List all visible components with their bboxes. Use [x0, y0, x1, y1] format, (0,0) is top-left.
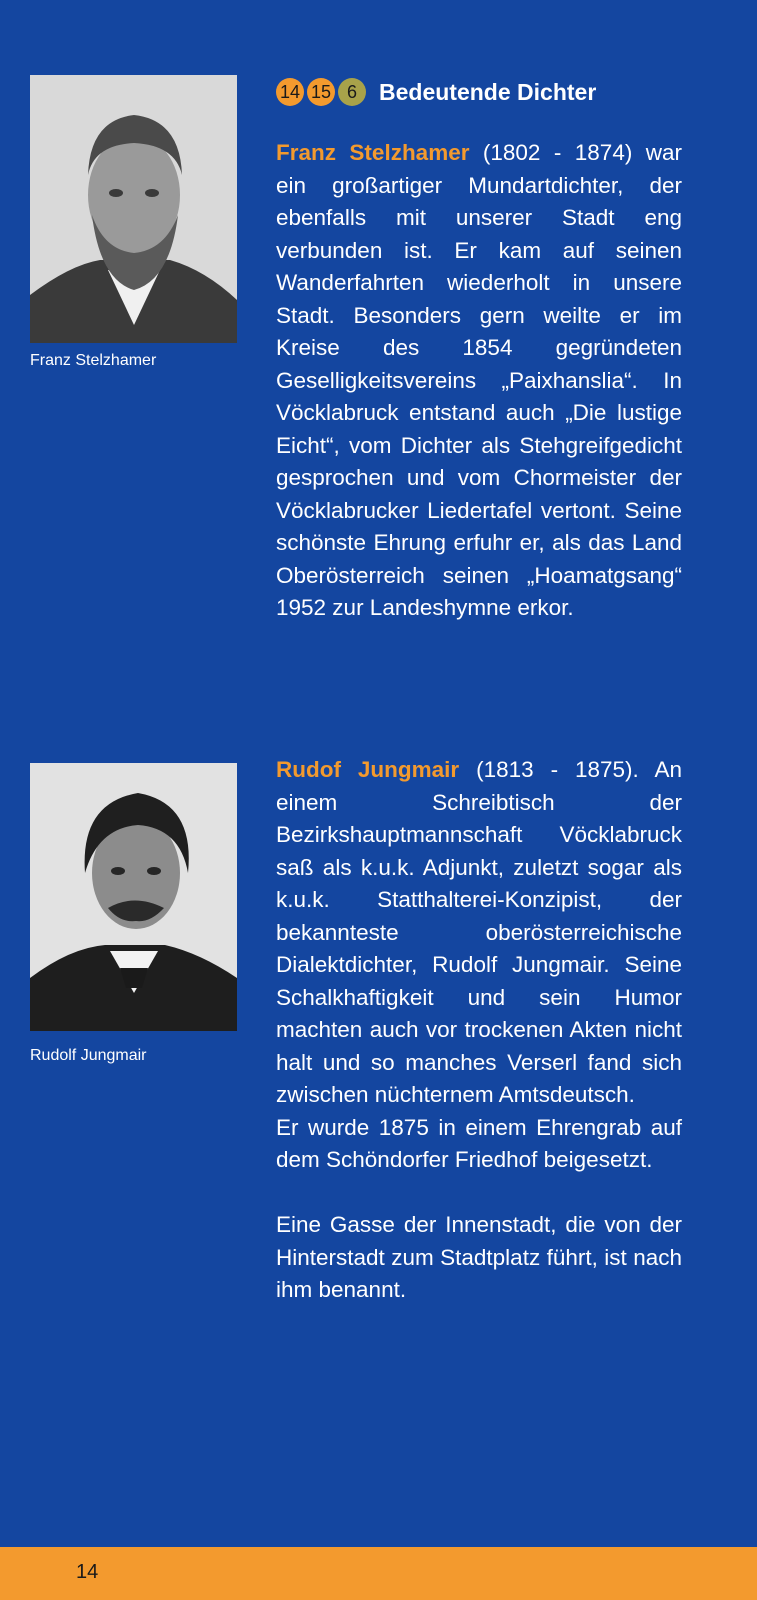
- caption-stelzhamer: Franz Stelzhamer: [30, 352, 157, 369]
- footer-bar: [0, 1547, 757, 1600]
- section-heading: [276, 78, 596, 106]
- jungmair-text: [276, 754, 682, 1307]
- badge-14: 14: [276, 78, 304, 106]
- section-title: Bedeutende Dichter: [379, 78, 597, 105]
- caption-jungmair: Rudolf Jungmair: [30, 1047, 147, 1064]
- page-number: 14: [76, 1561, 99, 1583]
- jungmair-name: Rudof Jungmair: [276, 757, 460, 782]
- jungmair-body: (1813 - 1875). An einem Schreibtisch der Bezirkshauptmannschaft Vöcklabruck saß als k.u.k. Adjunkt, zuletzt sogar als k.u.k. Statthalterei-Konzipist, der bekannteste oberösterreichische Dialektdichter, Rudolf Jungmair. Seine Schalkhaftigkeit und sein Humor machten auch vor trockenen Akten nicht halt und so manches Verserl fand sich zwischen nüchternem Amtsdeutsch.: [276, 757, 682, 1107]
- stelzhamer-text: [276, 137, 682, 625]
- portrait-stelzhamer: [30, 75, 237, 343]
- badge-6: 6: [338, 78, 366, 106]
- badge-15: 15: [307, 78, 335, 106]
- portrait-jungmair: [30, 763, 237, 1031]
- jungmair-paragraph-2: Er wurde 1875 in einem Ehrengrab auf dem Schöndorfer Friedhof beigesetzt.: [276, 1114, 682, 1172]
- stelzhamer-name: Franz Stelzhamer: [276, 140, 470, 165]
- jungmair-paragraph-3: Eine Gasse der Innenstadt, die von der Hinterstadt zum Stadtplatz führt, ist nach ihm benannt.: [276, 1212, 682, 1302]
- stelzhamer-body: (1802 - 1874) war ein großartiger Mundartdichter, der ebenfalls mit unserer Stadt eng verbunden ist. Er kam auf seinen Wanderfahrten wiederholt in unsere Stadt. Besonders gern weilte er im Kreise des 1854 gegründeten Geselligkeitsvereins „Paixhanslia“. In Vöcklabruck entstand auch „Die lustige Eicht“, vom Dichter als Stehgreifgedicht gesprochen und vom Chormeister der Vöcklabrucker Liedertafel vertont. Seine schönste Ehrung erfuhr er, als das Land Oberösterreich seinen „Hoamatgsang“ 1952 zur Landeshymne erkor.: [276, 140, 682, 620]
